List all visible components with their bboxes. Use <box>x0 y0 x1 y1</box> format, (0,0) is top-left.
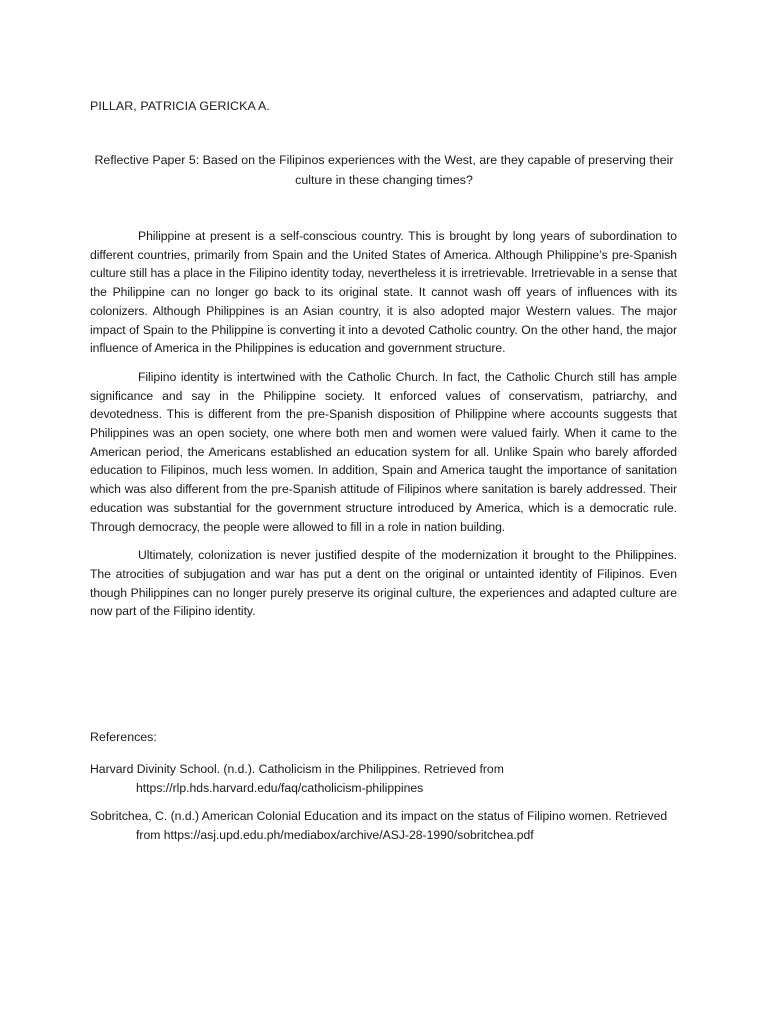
author-name: PILLAR, PATRICIA GERICKA A. <box>90 99 270 113</box>
paper-title: Reflective Paper 5: Based on the Filipinos experiences with the West, are they capable of preserving their culture in these changing times? <box>94 153 674 187</box>
reference-item: Sobritchea, C. (n.d.) American Colonial Education and its impact on the status of Filipino women. Retrieved from https://asj.upd.edu.ph/mediabox/archive/ASJ-28-1990/sobritchea.pdf <box>90 809 668 842</box>
essay-body <box>90 227 677 631</box>
paragraph-3: Ultimately, colonization is never justified despite of the modernization it brought to the Philippines. The atrocities of subjugation and war has put a dent on the original or untainted identity of Filipinos. Even though Philippines can no longer purely preserve its original culture, the experiences and adapted culture are now part of the Filipino identity. <box>90 548 677 619</box>
references-heading: References: <box>90 730 157 744</box>
reference-item: Harvard Divinity School. (n.d.). Catholicism in the Philippines. Retrieved from https://rlp.hds.harvard.edu/faq/catholicism-philippines <box>90 762 504 795</box>
paragraph-1: Philippine at present is a self-conscious country. This is brought by long years of subordination to different countries, primarily from Spain and the United States of America. Although Philippine’s pre-Spanish culture still has a place in the Filipino identity today, nevertheless it is irretrievable. Irretrievable in a sense that the Philippine can no longer go back to its original state. It cannot wash off years of influences with its colonizers. Although Philippines is an Asian country, it is also adopted major Western values. The major impact of Spain to the Philippine is converting it into a devoted Catholic country. On the other hand, the major influence of America in the Philippines is education and government structure. <box>90 229 677 356</box>
paragraph-2: Filipino identity is intertwined with the Catholic Church. In fact, the Catholic Church still has ample significance and say in the Philippine society. It enforced values of conservatism, patriarchy, and devotedness. This is different from the pre-Spanish disposition of Philippine where accounts suggests that Philippines was an open society, one where both men and women were valued fairly. When it came to the American period, the Americans established an education system for all. Unlike Spain who barely afforded education to Filipinos, much less women. In addition, Spain and America taught the importance of sanitation which was also different from the pre-Spanish attitude of Filipinos where sanitation is barely addressed. Their education was substantial for the government structure introduced by America, which is a democratic rule. Through democracy, the people were allowed to fill in a role in nation building. <box>90 369 677 534</box>
